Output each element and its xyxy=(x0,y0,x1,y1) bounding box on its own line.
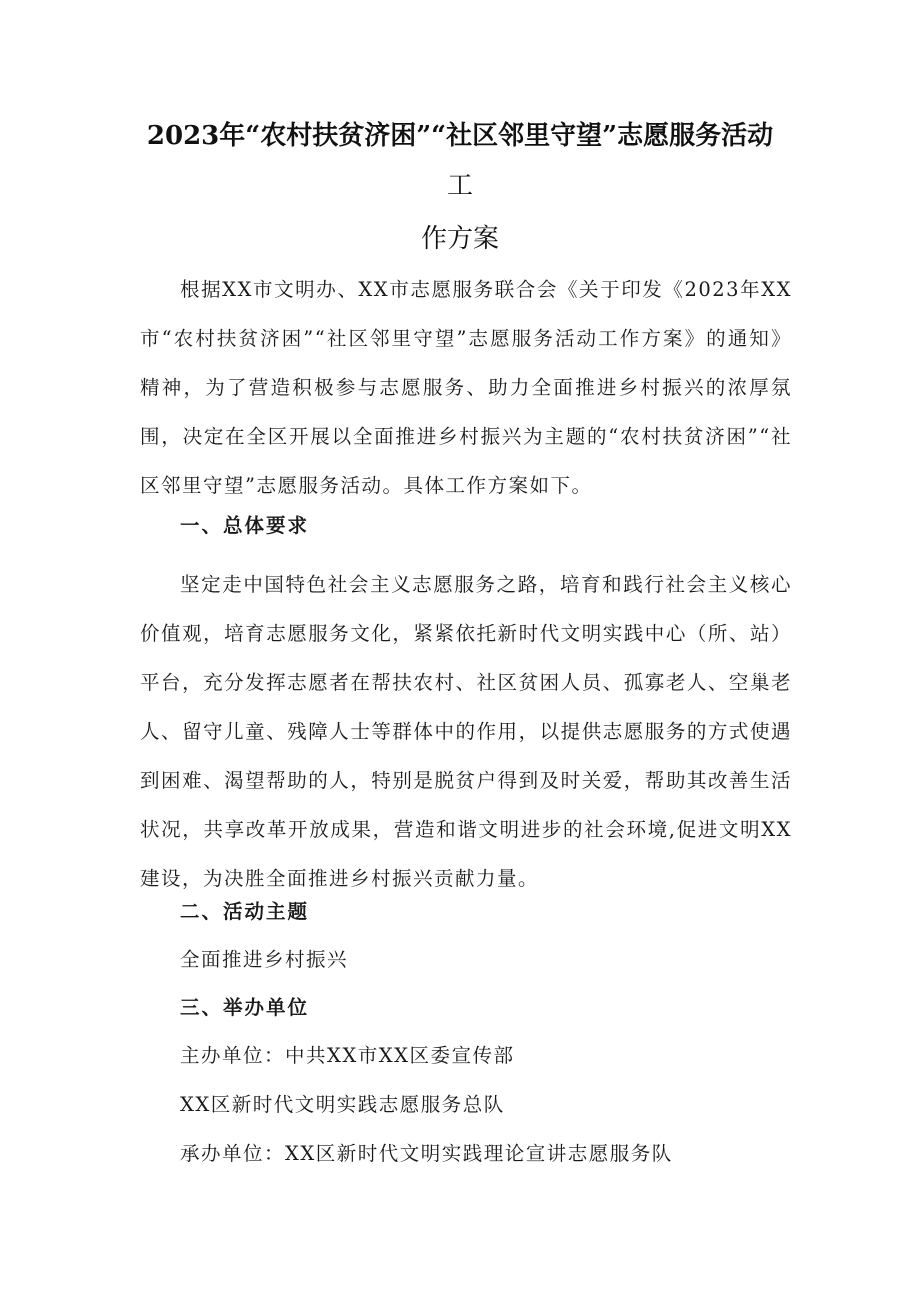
section-heading-activity-theme: 二、活动主题 xyxy=(180,900,310,923)
document-title-line-3: 作方案 xyxy=(420,224,499,254)
section-heading-general-requirements: 一、总体要求 xyxy=(180,514,310,537)
document-title-line-1: 2023年“农村扶贫济困”“社区邻里守望”志愿服务活动 xyxy=(146,121,774,151)
general-requirements-paragraph: 坚定走中国特色社会主义志愿服务之路，培育和践行社会主义核心价值观，培育志愿服务文化，紧紧依托新时代文明实践中心（所、站）平台，充分发挥志愿者在帮扶农村、社区贫困人员、孤寡老人、空巢老人、留守儿童、残障人士等群体中的作用，以提供志愿服务的方式使遇到困难、渴望帮助的人，特别是脱贫户得到及时关爱，帮助其改善生活状况，共享改革开放成果，营造和谐文明进步的社会环境,促进文明XX建设，为决胜全面推进乡村振兴贡献力量。 xyxy=(140,573,792,890)
section-heading-organizers: 三、举办单位 xyxy=(180,996,310,1019)
document-title-line-2: 工 xyxy=(446,171,473,201)
activity-theme-text: 全面推进乡村振兴 xyxy=(180,948,349,971)
organizer-line: 主办单位：中共XX市XX区委宣传部 xyxy=(180,1044,515,1067)
organizer-line: 承办单位：XX区新时代文明实践理论宣讲志愿服务队 xyxy=(180,1142,673,1165)
organizer-line: XX区新时代文明实践志愿服务总队 xyxy=(180,1093,505,1116)
intro-paragraph: 根据XX市文明办、XX市志愿服务联合会《关于印发《2023年XX市“农村扶贫济困”“社区邻里守望”志愿服务活动工作方案》的通知》精神，为了营造积极参与志愿服务、助力全面推进乡村振兴的浓厚氛围，决定在全区开展以全面推进乡村振兴为主题的“农村扶贫济困”“社区邻里守望”志愿服务活动。具体工作方案如下。 xyxy=(140,278,792,497)
